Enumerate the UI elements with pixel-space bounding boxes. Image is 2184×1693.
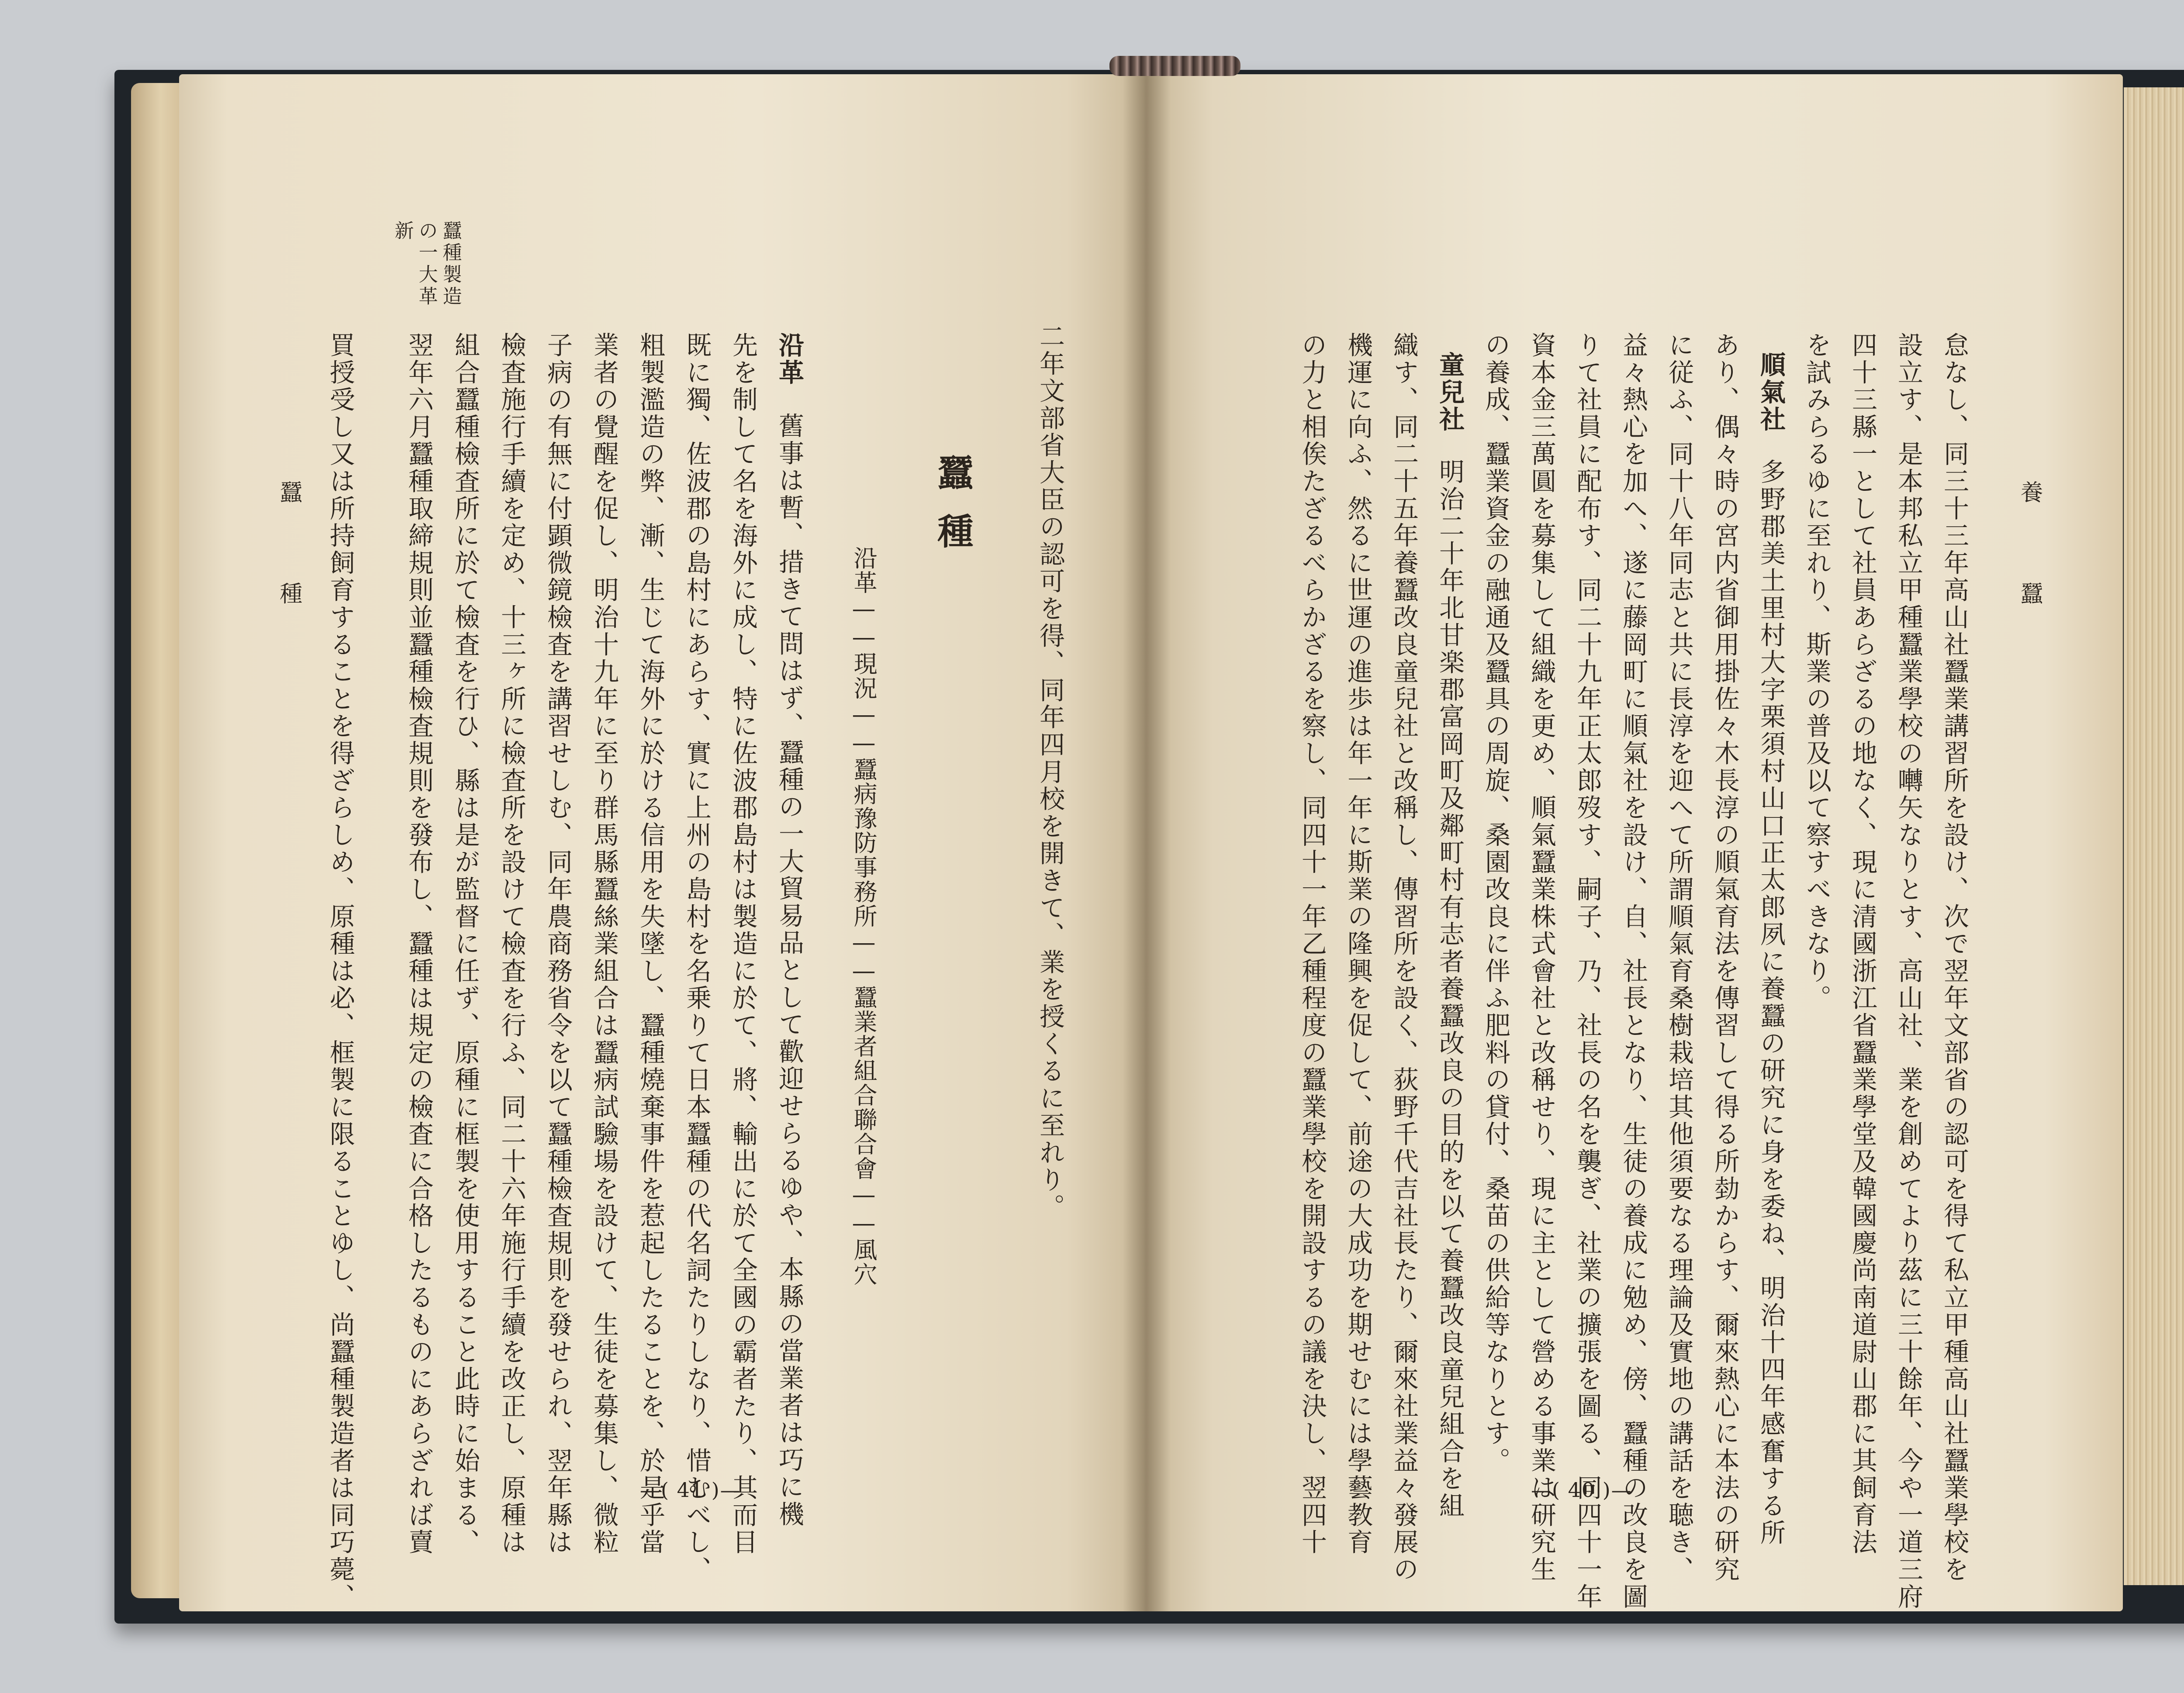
bookmark-ribbon[interactable] — [1109, 56, 1241, 76]
left-line-5: 業者の覺醒を促し、明治十九年に至り群馬縣蠶絲業組合は蠶病試驗場を設けて、生徒を募集し、微粒 — [589, 332, 619, 1556]
right-line-7: に従ふ、同十八年同志と共に長淳を迎へて所謂順氣育桑樹栽培其他須要なる理論及實地の講話を聴き、 — [1664, 332, 1694, 1583]
right-line-15: の力と相俟たざるべらかざるを察し、同四十一年乙種程度の蠶業學校を開設するの議を決し、翌四十 — [1297, 332, 1327, 1556]
left-line-8: 組合蠶種檢査所に於て檢査を行ひ、縣は是が監督に任ず、原種に框製を使用すること此時に始まる、 — [450, 332, 480, 1556]
right-line-10: 資本金三萬圓を募集して組織を更め、順氣蠶業株式會社と改稱せり、現に主として營める事業は研究生 — [1527, 332, 1556, 1583]
page-number-41: —( 41 )— — [640, 1478, 741, 1502]
right-line-4: を試みらるゆに至れり、斯業の普及以て察すべきなり。 — [1802, 332, 1832, 1012]
side-note-line-2: の一大革 — [415, 221, 438, 308]
right-line-3: 四十三縣一として社員あらざるの地なく、現に清國浙江省蠶業學堂及韓國慶尚南道尉山郡に其飼育法 — [1848, 332, 1877, 1556]
right-line-5: 多野郡美土里村大字栗須村山口正太郎夙に養蠶の研究に身を委ね、明治十四年感奮する所 — [1756, 459, 1786, 1547]
right-line-12: 明治二十年北甘楽郡富岡町及鄰町村有志者養蠶改良の目的を以て養蠶改良童兒組合を組 — [1435, 459, 1465, 1520]
side-note-line-1: 蠶種製造 — [439, 221, 462, 308]
right-line-1: 怠なし、同三十三年高山社蠶業講習所を設け、次で翌年文部省の認可を得て私立甲種高山社蠶業學校を — [1939, 332, 1969, 1583]
section-subtitle: 沿革——現況——蠶病豫防事務所——蠶業者組合聯合會——風穴 — [850, 546, 878, 1286]
left-line-4: 粗製濫造の弊、漸、生じて海外に於ける信用を失墜し、蠶種燒棄事件を惹起したることを、於是乎當 — [636, 332, 665, 1556]
right-line-6: あり、偶々時の宮内省御用掛佐々木長淳の順氣育法を傳習して得る所勎からす、爾來熱心に本法の研究 — [1710, 332, 1740, 1583]
book-gutter — [1123, 74, 1171, 1611]
right-header-label: 養 蠶 — [2016, 480, 2042, 631]
right-line-11: の養成、蠶業資金の融通及蠶具の周旋、桑園改良に伴ふ肥料の貸付、桑苗の供給等なりとす。 — [1481, 332, 1510, 1475]
left-line-1: 舊事は暫、措きて問はず、蠶種の一大貿易品として歡迎せらるゆや、本縣の當業者は巧に機 — [774, 413, 804, 1528]
left-line-7: 檢査施行手續を定め、十三ヶ所に檢査所を設けて檢査を行ふ、同二十六年施行手續を改正し、原種は — [497, 332, 526, 1556]
side-note-line-3: 新 — [391, 221, 414, 242]
right-page-edges — [2124, 87, 2184, 1585]
left-line-3: 既に獨、佐波郡の島村にあらす、實に上州の島村を名乗りて日本蠶種の代名詞たりしなり、惜むべし、 — [682, 332, 712, 1583]
heading-dojisha: 童兒社 — [1435, 352, 1465, 433]
intro-line: 二年文部省大臣の認可を得、同年四月校を開きて、業を授くるに至れり。 — [1035, 323, 1065, 1221]
right-line-8: 益々熱心を加へ、遂に藤岡町に順氣社を設け、自、社長となり、生徒の養成に勉め、傍、蠶種の改良を圖 — [1618, 332, 1648, 1611]
section-title: 蠶種 — [932, 454, 974, 571]
heading-enkaku: 沿革 — [774, 332, 804, 386]
left-line-9: 翌年六月蠶種取締規則並蠶種檢査規則を發布し、蠶種は規定の檢査に合格したるものにあらざれば賣 — [404, 332, 434, 1556]
right-line-13: 織す、同二十五年養蠶改良童兒社と改稱し、傳習所を設く、荻野千代吉社長たり、爾來社業益々發展の — [1389, 332, 1419, 1583]
left-line-2: 先を制して名を海外に成し、特に佐波郡島村は製造に於て、將、輸出に於て全國の霸者たり、其而目 — [728, 332, 758, 1556]
left-line-10: 買授受し又は所持飼育することを得ざらしめ、原種は必、框製に限ることゆし、尚蠶種製造者は同巧薨、 — [325, 332, 355, 1611]
left-footer-label: 蠶 種 — [276, 480, 302, 631]
right-line-2: 設立す、是本邦私立甲種蠶業學校の囀矢なりとす、高山社、業を創めてより茲に三十餘年、今や一道三府 — [1894, 332, 1923, 1611]
page-number-40: —( 40 )— — [1531, 1478, 1632, 1502]
heading-junkisha: 順氣社 — [1756, 352, 1786, 433]
left-line-6: 子病の有無に付顕微鏡檢査を講習せしむ、同年農商務省令を以て蠶種檢査規則を發せられ、翌年縣は — [543, 332, 573, 1556]
right-line-9: りて社員に配布す、同二十九年正太郎歿す、嗣子、乃、社長の名を襲ぎ、社業の擴張を圖る、同四十一年 — [1572, 332, 1602, 1611]
right-line-14: 機運に向ふ、然るに世運の進歩は年一年に斯業の隆興を促して、前途の大成功を期せむには學藝教育 — [1343, 332, 1373, 1556]
